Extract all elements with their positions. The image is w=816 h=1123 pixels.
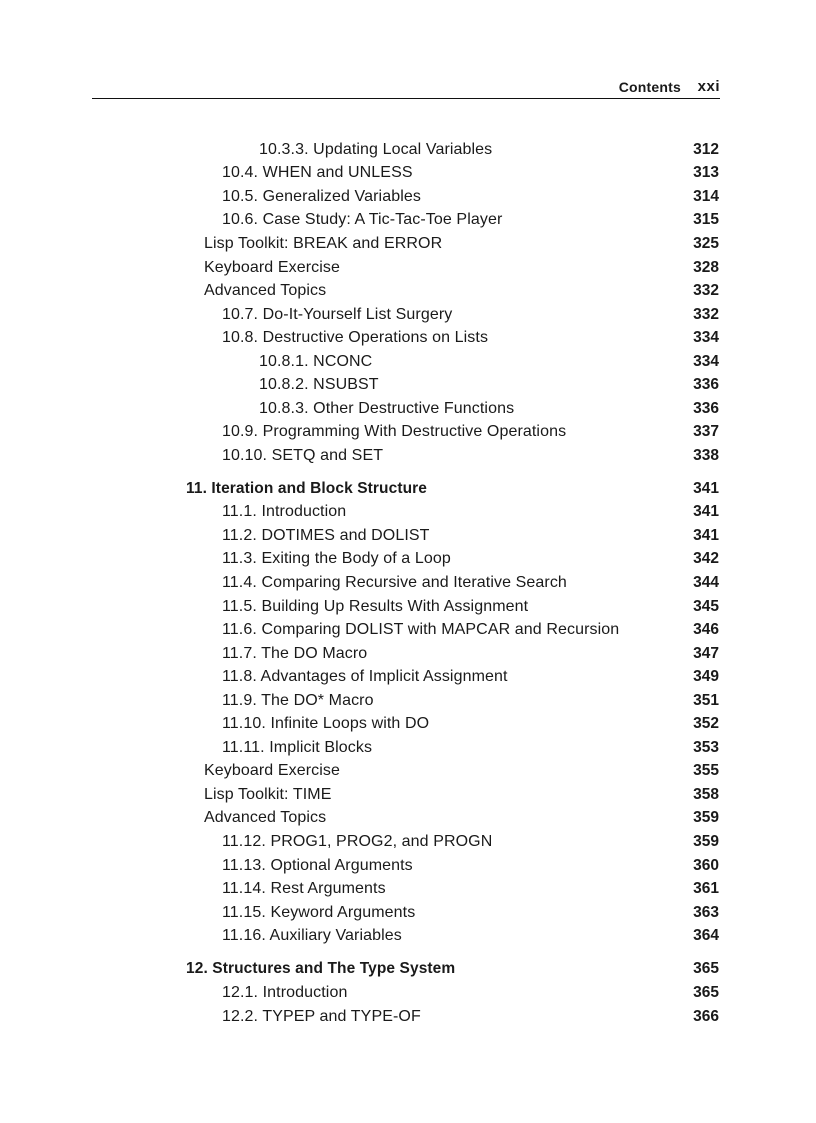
toc-entry-title: 10.8.1. NCONC	[259, 353, 373, 370]
toc-entry-title: Advanced Topics	[204, 282, 327, 299]
toc-entry-page: 312	[693, 141, 719, 158]
toc-entry-title: 11.12. PROG1, PROG2, and PROGN	[222, 833, 493, 850]
toc-entry-title: 11.11. Implicit Blocks	[222, 739, 373, 756]
toc-entry	[0, 668, 816, 688]
toc-entry-page: 363	[693, 904, 719, 921]
toc-entry-title: 11.6. Comparing DOLIST with MAPCAR and Recursion	[222, 621, 620, 638]
toc-entry-page: 314	[693, 188, 719, 205]
toc-entry	[0, 306, 816, 326]
toc-entry-title: 10.8. Destructive Operations on Lists	[222, 329, 489, 346]
toc-entry-page: 361	[693, 880, 719, 897]
toc-entry	[0, 141, 816, 161]
toc-entry-title: Keyboard Exercise	[204, 259, 340, 276]
toc-entry-title: 11.4. Comparing Recursive and Iterative Search	[222, 574, 567, 591]
toc-entry-title: 11.15. Keyword Arguments	[222, 904, 416, 921]
toc-chapter-entry	[0, 960, 816, 980]
toc-entry-title: 11.9. The DO* Macro	[222, 692, 374, 709]
toc-entry-title: 11.2. DOTIMES and DOLIST	[222, 527, 430, 544]
toc-entry	[0, 423, 816, 443]
toc-entry-page: 337	[693, 423, 719, 440]
toc-entry-page: 366	[693, 1008, 719, 1025]
toc-entry-title: 12.1. Introduction	[222, 984, 348, 1001]
toc-entry-title: 11.1. Introduction	[222, 503, 347, 520]
toc-entry	[0, 550, 816, 570]
toc-entry-title: 11.14. Rest Arguments	[222, 880, 386, 897]
toc-entry	[0, 259, 816, 279]
toc-entry-title: 10.8.2. NSUBST	[259, 376, 379, 393]
toc-entry-page: 359	[693, 833, 719, 850]
toc-entry-page: 353	[693, 739, 719, 756]
toc-entry-page: 336	[693, 400, 719, 417]
toc-entry-title: 11.8. Advantages of Implicit Assignment	[222, 668, 508, 685]
toc-entry-title: 11.7. The DO Macro	[222, 645, 368, 662]
toc-entry-page: 342	[693, 550, 719, 567]
toc-entry-page: 341	[693, 480, 719, 497]
toc-entry	[0, 904, 816, 924]
toc-entry	[0, 235, 816, 255]
toc-entry-title: 11.16. Auxiliary Variables	[222, 927, 402, 944]
running-head	[92, 78, 720, 99]
toc-entry-title: 12.2. TYPEP and TYPE-OF	[222, 1008, 421, 1025]
toc-entry-page: 334	[693, 329, 719, 346]
toc-entry-title: 12. Structures and The Type System	[186, 960, 456, 977]
toc-entry-page: 345	[693, 598, 719, 615]
toc-entry	[0, 645, 816, 665]
toc-entry-page: 332	[693, 306, 719, 323]
toc-chapter-entry	[0, 480, 816, 500]
toc-entry-title: 10.4. WHEN and UNLESS	[222, 164, 413, 181]
toc-entry-page: 358	[693, 786, 719, 803]
toc-entry-page: 346	[693, 621, 719, 638]
toc-entry	[0, 984, 816, 1004]
toc-entry-title: 10.3.3. Updating Local Variables	[259, 141, 493, 158]
toc-entry-page: 349	[693, 668, 719, 685]
toc-entry-title: 10.10. SETQ and SET	[222, 447, 384, 464]
toc-entry	[0, 786, 816, 806]
toc-entry-page: 325	[693, 235, 719, 252]
page-number: xxi	[697, 78, 720, 95]
running-head-title: Contents	[618, 79, 681, 95]
toc-entry	[0, 857, 816, 877]
toc-entry-page: 315	[693, 211, 719, 228]
toc-entry-page: 328	[693, 259, 719, 276]
toc-entry-title: 11.10. Infinite Loops with DO	[222, 715, 430, 732]
toc-entry-title: 11.3. Exiting the Body of a Loop	[222, 550, 451, 567]
toc-entry	[0, 739, 816, 759]
toc-entry-title: 11.13. Optional Arguments	[222, 857, 413, 874]
toc-entry-page: 355	[693, 762, 719, 779]
toc-entry-title: 10.9. Programming With Destructive Operations	[222, 423, 567, 440]
toc-entry-title: 11.5. Building Up Results With Assignment	[222, 598, 529, 615]
toc-entry-page: 334	[693, 353, 719, 370]
toc-entry	[0, 282, 816, 302]
toc-entry-title: 11. Iteration and Block Structure	[186, 480, 428, 497]
toc-entry-page: 352	[693, 715, 719, 732]
toc-entry-page: 360	[693, 857, 719, 874]
toc-entry-title: 10.5. Generalized Variables	[222, 188, 421, 205]
toc-entry-page: 351	[693, 692, 719, 709]
toc-entry-page: 359	[693, 809, 719, 826]
toc-entry	[0, 833, 816, 853]
toc-entry	[0, 329, 816, 349]
toc-entry	[0, 762, 816, 782]
toc-entry-page: 364	[693, 927, 719, 944]
toc-entry	[0, 880, 816, 900]
toc-entry-title: Lisp Toolkit: TIME	[204, 786, 332, 803]
toc-entry-page: 332	[693, 282, 719, 299]
toc-entry	[0, 211, 816, 231]
toc-entry-page: 336	[693, 376, 719, 393]
toc-entry-page: 344	[693, 574, 719, 591]
toc-entry	[0, 1008, 816, 1028]
toc-entry	[0, 715, 816, 735]
toc-entry	[0, 927, 816, 947]
toc-entry	[0, 400, 816, 420]
toc-entry-title: 10.8.3. Other Destructive Functions	[259, 400, 515, 417]
toc-entry	[0, 692, 816, 712]
toc-entry	[0, 527, 816, 547]
toc-entry	[0, 503, 816, 523]
toc-entry-title: Lisp Toolkit: BREAK and ERROR	[204, 235, 443, 252]
toc-entry-page: 313	[693, 164, 719, 181]
toc-entry	[0, 598, 816, 618]
toc-entry-title: 10.6. Case Study: A Tic-Tac-Toe Player	[222, 211, 503, 228]
toc-entry-page: 365	[693, 984, 719, 1001]
toc-entry	[0, 376, 816, 396]
toc-entry-page: 341	[693, 527, 719, 544]
toc-entry	[0, 809, 816, 829]
toc-entry-page: 338	[693, 447, 719, 464]
toc-entry	[0, 574, 816, 594]
toc-entry	[0, 447, 816, 467]
toc-entry-title: 10.7. Do-It-Yourself List Surgery	[222, 306, 453, 323]
toc-entry	[0, 164, 816, 184]
toc-entry-page: 341	[693, 503, 719, 520]
toc-entry-page: 365	[693, 960, 719, 977]
toc-entry-title: Advanced Topics	[204, 809, 327, 826]
toc-entry	[0, 621, 816, 641]
toc-entry-title: Keyboard Exercise	[204, 762, 340, 779]
toc-entry	[0, 353, 816, 373]
toc-entry	[0, 188, 816, 208]
toc-entry-page: 347	[693, 645, 719, 662]
